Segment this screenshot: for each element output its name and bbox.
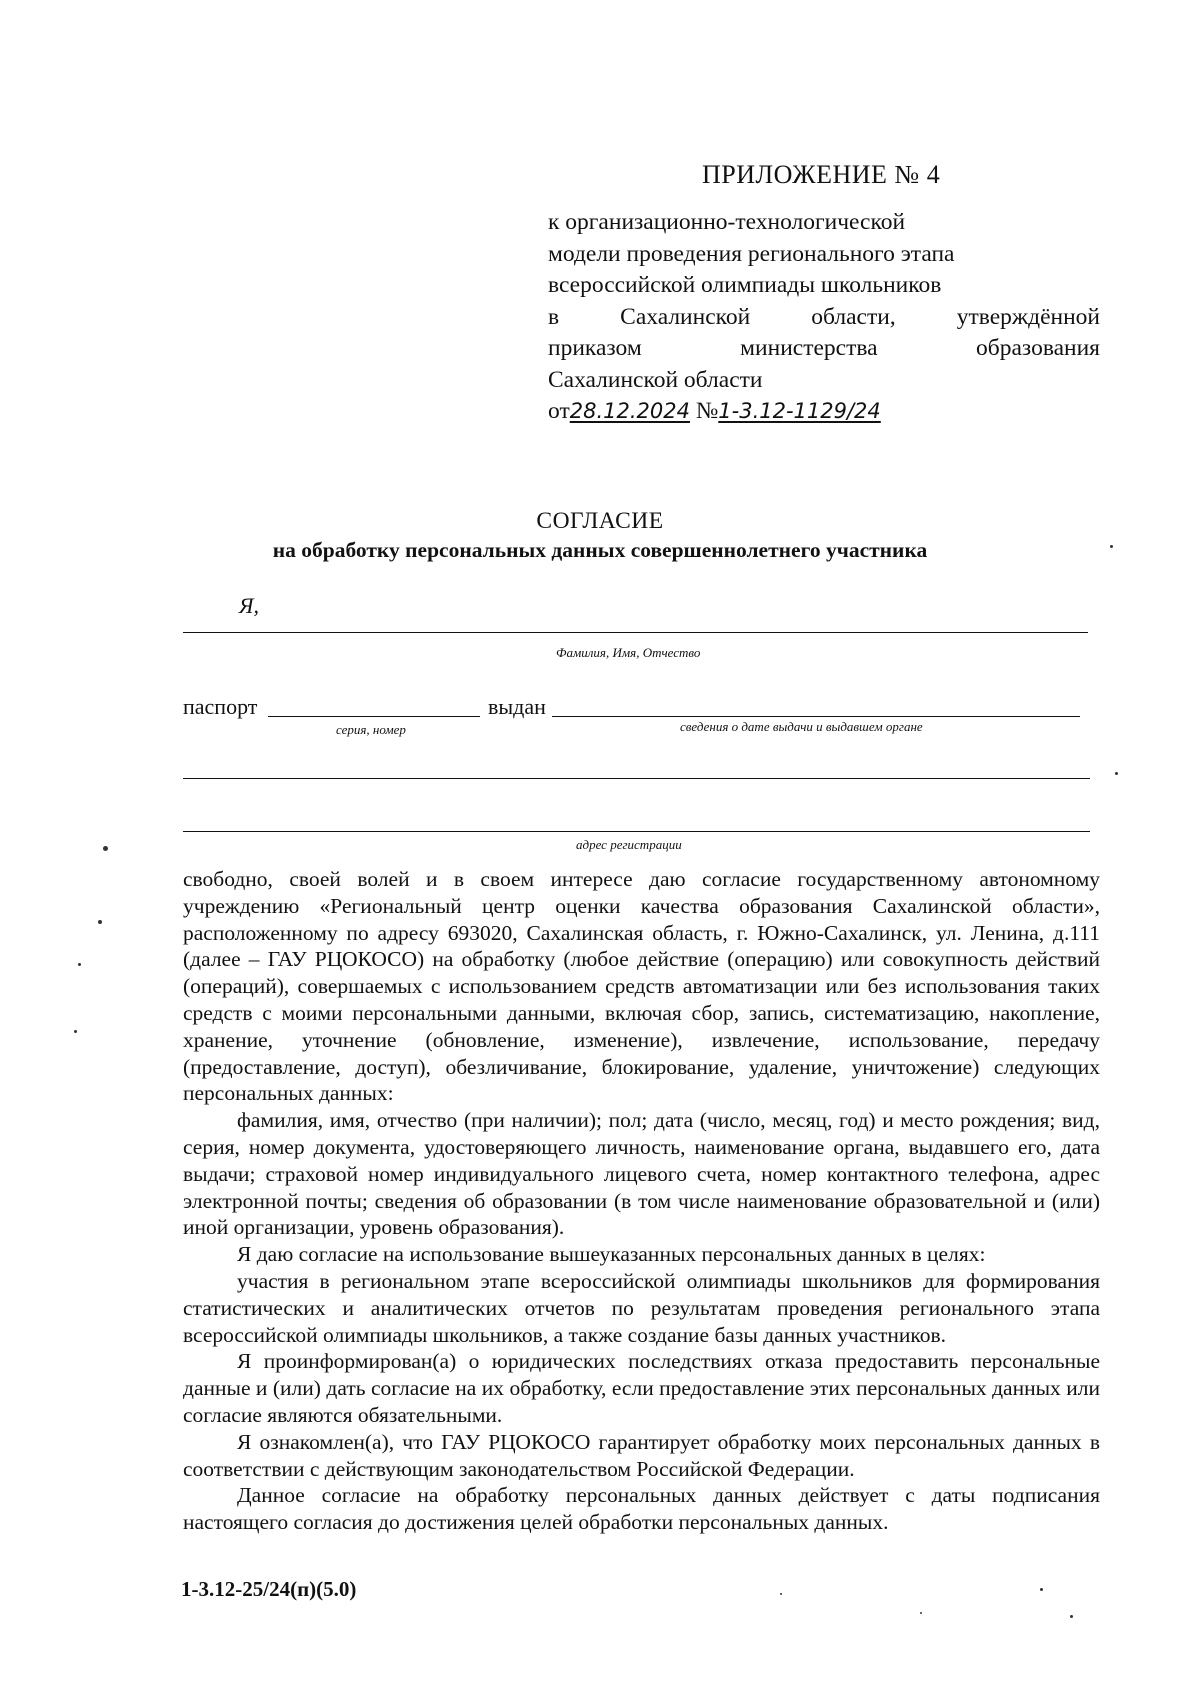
handwritten-order-number: 1-3.12-1129/24 — [718, 399, 881, 423]
consent-subtitle: на обработку персональных данных совершеннолетнего участника — [272, 538, 928, 562]
number-prefix: № — [695, 398, 719, 424]
appendix-reference — [548, 207, 1100, 428]
consent-paragraph: фамилия, имя, отчество (при наличии); пол; дата (число, месяц, год) и место рождения; вид, серия, номер документа, удостоверяющего личность, наименование органа, выдавшего его, дата выдачи; страховой номер индивидуального лицевого счета, номер контактного телефона, адрес электронной почты; сведения об образовании (в том числе наименование образовательной и (или) иной организации, уровень образования). — [183, 1108, 1100, 1240]
fio-line[interactable] — [183, 632, 1088, 633]
scan-speck — [103, 846, 108, 851]
ya-label: Я, — [239, 593, 259, 618]
consent-paragraph: свободно, своей волей и в своем интересе даю согласие государственному автономному учреждению «Региональный центр оценки качества образования Сахалинской области», расположенному по адресу 693020, Сахалинская область, г. Южно-Сахалинск, ул. Ленина, д.111 (далее – ГАУ РЦОКОСО) на обработку (любое действие (операцию) или совокупность действий (операций), совершаемых с использованием средств автоматизации или без использования таких средств с моими персональными данными, включая сбор, запись, систематизацию, накопление, хранение, уточнение (обновление, изменение), извлечение, использование, передачу (предоставление, доступ), обезличивание, блокирование, удаление, уничтожение) следующих персональных данных: — [183, 867, 1100, 1106]
appendix-line: Сахалинской области — [548, 366, 763, 393]
appendix-line: всероссийской олимпиады школьников — [548, 272, 942, 298]
document-code: 1-3.12-25/24(п)(5.0) — [181, 1577, 357, 1601]
appendix-title: ПРИЛОЖЕНИЕ № 4 — [702, 160, 941, 189]
issue-caption: сведения о дате выдачи и выдавшем органе — [680, 719, 923, 734]
scan-speck — [78, 963, 81, 966]
consent-paragraph: участия в региональном этапе всероссийской олимпиады школьников для формирования статистических и аналитических отчетов по результатам проведения регионального этапа всероссийской олимпиады школьников, а также создание базы данных участников. — [183, 1268, 1100, 1347]
issued-label: выдан — [488, 694, 546, 719]
handwritten-date: 28.12.2024 — [569, 399, 690, 423]
appendix-line: к организационно-технологической — [548, 209, 906, 235]
scan-speck — [74, 1030, 77, 1033]
order-date-line — [548, 396, 1100, 428]
consent-paragraph: Данное согласие на обработку персональных данных действует с даты подписания настоящего согласия до достижения целей обработки персональных данных. — [183, 1483, 1100, 1535]
address-line-1[interactable] — [183, 778, 1090, 779]
fio-caption: Фамилия, Имя, Отчество — [556, 645, 701, 660]
scan-speck — [920, 1612, 922, 1614]
consent-paragraph: Я даю согласие на использование вышеуказанных персональных данных в целях: — [237, 1242, 986, 1267]
consent-body — [183, 866, 1100, 1536]
consent-paragraph: Я ознакомлен(а), что ГАУ РЦОКОСО гарантирует обработку моих персональных данных в соответствии с действующим законодательством Российской Федерации. — [183, 1429, 1100, 1481]
address-caption: адрес регистрации — [576, 837, 682, 852]
scan-speck — [1110, 545, 1113, 548]
scan-speck — [780, 1593, 782, 1595]
address-line-2[interactable] — [183, 831, 1090, 832]
series-caption: серия, номер — [336, 722, 406, 737]
scan-speck — [1040, 1588, 1043, 1591]
appendix-line: модели проведения регионального этапа — [548, 240, 955, 267]
appendix-line: приказом министерства образования — [548, 335, 1100, 361]
passport-number-line[interactable] — [268, 716, 480, 717]
scan-speck — [98, 920, 102, 924]
scan-speck — [1070, 1615, 1073, 1618]
scan-speck — [1115, 772, 1118, 775]
appendix-line: в Сахалинской области, утверждённой — [548, 303, 1100, 330]
issued-by-line[interactable] — [552, 716, 1080, 717]
passport-label: паспорт — [183, 694, 258, 719]
consent-paragraph: Я проинформирован(а) о юридических последствиях отказа предоставить персональные данные и (или) дать согласие на их обработку, если предоставление этих персональных данных или согласие являются обязательными. — [183, 1349, 1100, 1427]
date-prefix: от — [548, 398, 570, 424]
consent-title: СОГЛАСИЕ — [536, 508, 664, 534]
